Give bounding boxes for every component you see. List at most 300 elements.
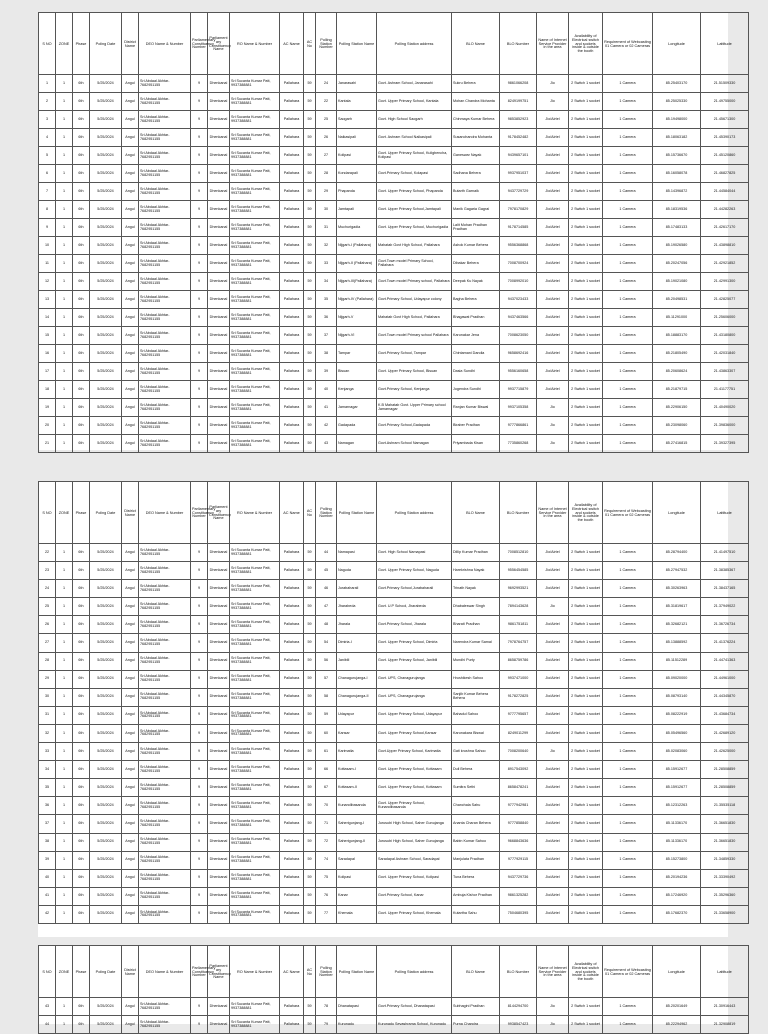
table-cell: Tampar	[337, 345, 377, 363]
column-header: S NO	[39, 482, 56, 544]
table-cell: 1 Camera	[603, 706, 653, 724]
table-cell: 9	[191, 165, 208, 183]
table-cell: 6th	[73, 255, 90, 273]
table-cell: 6th	[73, 345, 90, 363]
table-cell: 1	[56, 815, 73, 833]
table-cell: 85.20247056	[653, 255, 701, 273]
table-cell: Sri Abdaal Akhtar-7682951155	[139, 435, 191, 453]
column-header: AC No	[304, 946, 316, 998]
table-cell: 1	[56, 706, 73, 724]
table-cell: 85.19021080	[653, 273, 701, 291]
table-cell: 5/25/2024	[90, 273, 122, 291]
table-cell: Govt. UPS, Chanagurujanga	[377, 670, 452, 688]
table-cell: 85.15273800	[653, 851, 701, 869]
table-cell: 85.05496560	[653, 724, 701, 742]
table-cell: 1 Camera	[603, 435, 653, 453]
table-cell: 6th	[73, 851, 90, 869]
table-row	[39, 706, 749, 724]
table-cell: Govt. Upper Primary School, Kottasam	[377, 761, 452, 779]
table-cell: Sri Sucanta Kumar Patt, 9937388881	[230, 255, 280, 273]
table-cell: Kantala	[337, 93, 377, 111]
table-cell: 9777929115	[500, 851, 537, 869]
table-cell: 21.44584044	[701, 183, 749, 201]
table-cell: 6th	[73, 905, 90, 923]
table-cell: Sri Abdaal Akhtar-7682951155	[139, 75, 191, 93]
table-cell: 1	[56, 255, 73, 273]
table-cell: 13	[39, 291, 56, 309]
table-cell: 5/25/2024	[90, 399, 122, 417]
table-cell: Janarasahi	[337, 75, 377, 93]
table-cell: 7008512810	[500, 544, 537, 562]
table-cell: Govt. High School Namapasi	[377, 544, 452, 562]
table-cell: 59	[304, 634, 316, 652]
document-page-1	[38, 12, 736, 450]
table-cell: 9	[191, 998, 208, 1016]
table-cell: 2 Switch 1 socket	[569, 851, 603, 869]
table-cell: Govt. Upper Primary School,Kansar	[377, 724, 452, 742]
table-cell: Jio/Airtel	[537, 129, 569, 147]
table-cell: 85.30263963	[653, 580, 701, 598]
table-cell: 85.27416815	[653, 435, 701, 453]
table-cell: Dhenkanal	[208, 688, 230, 706]
table-cell: 2 Switch 1 socket	[569, 797, 603, 815]
table-cell: Dhenkanal	[208, 417, 230, 435]
table-cell: Sri Abdaal Akhtar-7682951155	[139, 147, 191, 165]
table-cell: 9861325282	[500, 887, 537, 905]
table-cell: 1	[56, 291, 73, 309]
table-cell: 6th	[73, 327, 90, 345]
table-cell: Harekrishna Nayak	[452, 562, 500, 580]
table-cell: Pallahara	[280, 833, 304, 851]
table-cell: Nijgarh-III(Pallahara)	[337, 273, 377, 291]
table-cell: 1	[56, 562, 73, 580]
table-cell: 21.45671300	[701, 111, 749, 129]
table-cell: Angul	[122, 797, 139, 815]
table-cell: 5/25/2024	[90, 75, 122, 93]
header-row	[39, 482, 749, 544]
table-cell: 21.51509330	[701, 75, 749, 93]
table-cell: 21.41497510	[701, 544, 749, 562]
table-cell: Sri Abdaal Akhtar-7682951155	[139, 580, 191, 598]
table-cell: 59	[304, 869, 316, 887]
table-cell: Sri Sucanta Kumar Patt, 9937388881	[230, 111, 280, 129]
table-cell: 21.44345870	[701, 688, 749, 706]
table-cell: 2 Switch 1 socket	[569, 1016, 603, 1034]
table-cell: 59	[304, 93, 316, 111]
table-cell: Nijgarh-II (Pallahara)	[337, 255, 377, 273]
table-cell: Angul	[122, 381, 139, 399]
table-cell: 21.39327395	[701, 435, 749, 453]
table-cell: 1	[56, 381, 73, 399]
table-cell: Pallahara	[280, 706, 304, 724]
column-header: Polling Station Name	[337, 13, 377, 75]
table-cell: 33	[316, 255, 337, 273]
table-cell: 59	[304, 399, 316, 417]
table-cell: Dhenkanal	[208, 93, 230, 111]
table-row	[39, 616, 749, 634]
table-cell: Sri Abdaal Akhtar-7682951155	[139, 616, 191, 634]
table-cell: Jio/Airtel	[537, 833, 569, 851]
table-cell: Dhenkanal	[208, 706, 230, 724]
table-cell: 21.33390492	[701, 869, 749, 887]
table-cell: 46	[316, 580, 337, 598]
table-cell: 5/25/2024	[90, 147, 122, 165]
table-cell: Govt.Primary School, Kolapasi	[377, 165, 452, 183]
table-row	[39, 905, 749, 923]
table-cell: Govt.Primary School, Dhanatapasi	[377, 998, 452, 1016]
table-cell: Pallahara	[280, 905, 304, 923]
table-cell: Jio/Airtel	[537, 363, 569, 381]
table-cell: 21.45390173	[701, 129, 749, 147]
table-cell: 59	[304, 724, 316, 742]
table-cell: Govt.Primary School,Jurabaharali	[377, 580, 452, 598]
table-cell: 6th	[73, 165, 90, 183]
table-cell: Dhenkanal	[208, 761, 230, 779]
column-header: ZONE	[56, 13, 73, 75]
table-cell: 59	[304, 598, 316, 616]
table-cell: Govt. Upper Primary School, Kottasam	[377, 779, 452, 797]
table-cell: 1	[56, 688, 73, 706]
column-header: District Name	[122, 482, 139, 544]
table-cell: 6th	[73, 797, 90, 815]
table-cell: 85.12312263	[653, 797, 701, 815]
table-cell: 59	[304, 815, 316, 833]
table-cell: Sri Sucanta Kumar Patt, 9937388881	[230, 670, 280, 688]
table-cell: Jio/Airtel	[537, 309, 569, 327]
table-cell: Subhagini Pradhan	[452, 998, 500, 1016]
table-cell: 9	[191, 562, 208, 580]
table-cell: 6th	[73, 201, 90, 219]
table-cell: 21.44961000	[701, 670, 749, 688]
column-header: Poling Date	[90, 482, 122, 544]
table-cell: 17	[39, 363, 56, 381]
table-cell: Dhenkanal	[208, 998, 230, 1016]
table-cell: 1 Camera	[603, 147, 653, 165]
table-cell: 6th	[73, 869, 90, 887]
table-cell: 5/25/2024	[90, 201, 122, 219]
table-cell: 59	[304, 327, 316, 345]
table-cell: Ambuja Kishor Pradhan	[452, 887, 500, 905]
table-cell: 59	[304, 183, 316, 201]
table-cell: 1	[56, 435, 73, 453]
table-cell: Jio/Airtel	[537, 905, 569, 923]
table-cell: Angul	[122, 165, 139, 183]
table-cell: Jamarnagar	[337, 399, 377, 417]
table-cell: Pallahara	[280, 273, 304, 291]
table-cell: 9	[191, 616, 208, 634]
table-cell: Jio/Airtel	[537, 562, 569, 580]
table-cell: Sri Sucanta Kumar Patt, 9937388881	[230, 309, 280, 327]
table-row	[39, 670, 749, 688]
table-cell: 9	[191, 869, 208, 887]
table-cell: Dhenkanal	[208, 580, 230, 598]
table-cell: Govt. Upper Primary School, Naguda	[377, 562, 452, 580]
table-cell: Biraber Pradhan	[452, 417, 500, 435]
table-cell: 9	[191, 237, 208, 255]
table-cell: Jio/Airtel	[537, 219, 569, 237]
table-cell: 35	[316, 291, 337, 309]
table-cell: Chanagurujanga-II	[337, 688, 377, 706]
table-row	[39, 165, 749, 183]
table-cell: 1 Camera	[603, 670, 653, 688]
table-cell: 1	[56, 129, 73, 147]
table-cell: 28	[39, 652, 56, 670]
table-cell: 59	[304, 291, 316, 309]
table-cell: Dimiria-I	[337, 634, 377, 652]
table-cell: 21.41376224	[701, 634, 749, 652]
table-cell: 59	[304, 165, 316, 183]
table-cell: 6th	[73, 706, 90, 724]
table-cell: 1 Camera	[603, 111, 653, 129]
table-cell: Dhenkanal	[208, 273, 230, 291]
table-cell: 5/25/2024	[90, 1016, 122, 1034]
table-cell: Govt. Upper Primary School, Janibili	[377, 652, 452, 670]
table-cell: Jio/Airtel	[537, 580, 569, 598]
table-cell: Karunakar Jena	[452, 327, 500, 345]
table-cell: 5/25/2024	[90, 580, 122, 598]
table-cell: 59	[304, 706, 316, 724]
table-cell: 8917543092	[500, 761, 537, 779]
header-row	[39, 946, 749, 998]
table-cell: 2 Switch 1 socket	[569, 562, 603, 580]
table-cell: 2 Switch 1 socket	[569, 670, 603, 688]
table-cell: 1 Camera	[603, 634, 653, 652]
column-header: Polling Station Number	[316, 946, 337, 998]
table-cell: Sri Sucanta Kumar Patt, 9937388881	[230, 219, 280, 237]
table-cell: 9	[39, 219, 56, 237]
table-cell: 9178452482	[500, 129, 537, 147]
table-body	[39, 75, 749, 453]
column-header: Polling Station address	[377, 13, 452, 75]
table-cell: Pallahara	[280, 129, 304, 147]
table-cell: Sri Sucanta Kumar Patt, 9937388881	[230, 797, 280, 815]
table-cell: 6th	[73, 761, 90, 779]
table-cell: 72	[316, 833, 337, 851]
document-page-3	[38, 945, 736, 1028]
table-cell: Sri Abdaal Akhtar-7682951155	[139, 998, 191, 1016]
table-cell: 5/25/2024	[90, 652, 122, 670]
table-cell: 9	[191, 1016, 208, 1034]
table-cell: Pallahara	[280, 598, 304, 616]
table-cell: 5/25/2024	[90, 688, 122, 706]
table-cell: 85.13888592	[653, 634, 701, 652]
table-cell: 9	[191, 779, 208, 797]
table-cell: 58	[316, 688, 337, 706]
table-cell: Sri Sucanta Kumar Patt, 9937388881	[230, 237, 280, 255]
table-cell: 1	[56, 345, 73, 363]
table-cell: 1 Camera	[603, 129, 653, 147]
table-cell: 5/25/2024	[90, 381, 122, 399]
table-row	[39, 327, 749, 345]
table-cell: 1 Camera	[603, 1016, 653, 1034]
table-cell: 28	[316, 165, 337, 183]
table-cell: Dhenkanal	[208, 345, 230, 363]
table-cell: Pallahara	[280, 580, 304, 598]
table-cell: Angul	[122, 688, 139, 706]
table-cell: 6th	[73, 779, 90, 797]
table-cell: 1 Camera	[603, 544, 653, 562]
table-cell: 6th	[73, 363, 90, 381]
table-cell: 2 Switch 1 socket	[569, 237, 603, 255]
table-cell: 59	[304, 851, 316, 869]
table-cell: Dhenkanal	[208, 111, 230, 129]
table-cell: Jio/Airtel	[537, 706, 569, 724]
table-cell: 85.15736670	[653, 147, 701, 165]
table-cell: Dhenkanal	[208, 724, 230, 742]
table-cell: 5/25/2024	[90, 616, 122, 634]
table-cell: 6th	[73, 634, 90, 652]
table-cell: 21.44741363	[701, 652, 749, 670]
column-header: Phase	[73, 946, 90, 998]
table-row	[39, 93, 749, 111]
table-row	[39, 237, 749, 255]
table-cell: Angul	[122, 869, 139, 887]
table-cell: Sri Abdaal Akhtar-7682951155	[139, 634, 191, 652]
table-cell: 1	[56, 544, 73, 562]
column-header: Polling Station address	[377, 482, 452, 544]
table-cell: 1 Camera	[603, 562, 653, 580]
table-cell: Saherigunjang-I	[337, 815, 377, 833]
table-cell: Nijgarh-V	[337, 309, 377, 327]
table-cell: Govt.Primary School, Kenjanga	[377, 381, 452, 399]
table-cell: 1 Camera	[603, 417, 653, 435]
table-cell: 1	[56, 273, 73, 291]
table-cell: 6th	[73, 417, 90, 435]
table-cell: 21.43684734	[701, 706, 749, 724]
table-cell: Ganeswar Nayak	[452, 147, 500, 165]
table-cell: Sri Sucanta Kumar Patt, 9937388881	[230, 815, 280, 833]
column-header: Availability of Electrical switch and sockets inside & outside the booth	[569, 482, 603, 544]
table-cell: 2 Switch 1 socket	[569, 815, 603, 833]
table-cell: 6th	[73, 129, 90, 147]
table-cell: 34	[39, 761, 56, 779]
table-cell: 60	[316, 724, 337, 742]
table-row	[39, 111, 749, 129]
table-cell: Sri Abdaal Akhtar-7682951155	[139, 255, 191, 273]
column-header: Parliamentary Constituency Number	[191, 13, 208, 75]
table-cell: Govt. U.P School, Jharabeda	[377, 598, 452, 616]
table-cell: Naguda	[337, 562, 377, 580]
document-page-2	[38, 481, 736, 937]
table-cell: 59	[304, 237, 316, 255]
table-row	[39, 75, 749, 93]
table-cell: Dhabaleswar Singh	[452, 598, 500, 616]
table-row	[39, 363, 749, 381]
table-cell: Sri Abdaal Akhtar-7682951155	[139, 183, 191, 201]
table-cell: Phapanda	[337, 183, 377, 201]
table-cell: 9	[191, 905, 208, 923]
table-cell: 1 Camera	[603, 724, 653, 742]
table-cell: 8658478241	[500, 779, 537, 797]
table-cell: Dhenkanal	[208, 869, 230, 887]
table-cell: 59	[304, 111, 316, 129]
table-cell: 85.19498000	[653, 111, 701, 129]
table-cell: Saogarh	[337, 111, 377, 129]
table-cell: Narendra Kumar Samal	[452, 634, 500, 652]
table-body	[39, 544, 749, 924]
table-cell: Jogendra Sundhi	[452, 381, 500, 399]
table-cell: 9777795657	[500, 706, 537, 724]
table-cell: 9658692416	[500, 345, 537, 363]
table-cell: Govt.Primary School, Tampar	[377, 345, 452, 363]
table-cell: 1	[56, 417, 73, 435]
table-cell: 14	[39, 309, 56, 327]
table-cell: 22	[316, 93, 337, 111]
table-cell: 21.33658900	[701, 905, 749, 923]
table-cell: Sanjib Kumar Behera Behera	[452, 688, 500, 706]
column-header: Name of Internet Service Provider in the area	[537, 482, 569, 544]
table-row	[39, 399, 749, 417]
table-row	[39, 345, 749, 363]
table-cell: Jio/Airtel	[537, 851, 569, 869]
table-cell: 1	[56, 670, 73, 688]
table-cell: Dhenkanal	[208, 616, 230, 634]
table-cell: 85.18883170	[653, 327, 701, 345]
column-header: S NO	[39, 946, 56, 998]
table-cell: 9	[191, 634, 208, 652]
column-header: Availability of Electrical switch and sockets inside & outside the booth	[569, 13, 603, 75]
table-cell: 42	[316, 417, 337, 435]
column-header: Polling Station address	[377, 946, 452, 998]
table-cell: 38	[316, 345, 337, 363]
table-cell: 2 Switch 1 socket	[569, 887, 603, 905]
table-cell: Jio/Airtel	[537, 616, 569, 634]
table-cell: Sri Abdaal Akhtar-7682951155	[139, 381, 191, 399]
table-cell: 2 Switch 1 socket	[569, 273, 603, 291]
table-cell: 61	[316, 743, 337, 761]
table-cell: 5/25/2024	[90, 291, 122, 309]
table-cell: Jio/Airtel	[537, 273, 569, 291]
table-cell: 16	[39, 345, 56, 363]
table-cell: Angul	[122, 435, 139, 453]
table-cell: 9	[191, 544, 208, 562]
table-cell: 21.44282263	[701, 201, 749, 219]
table-cell: Kondarapali	[337, 165, 377, 183]
table-cell: Jio/Airtel	[537, 797, 569, 815]
table-cell: 9	[191, 345, 208, 363]
table-cell: 9	[191, 381, 208, 399]
table-cell: 6th	[73, 544, 90, 562]
table-cell: Angul	[122, 273, 139, 291]
table-cell: Jio/Airtel	[537, 688, 569, 706]
column-header: RO Name & Number	[230, 946, 280, 998]
table-cell: Dhenkanal	[208, 797, 230, 815]
table-cell: Janibili	[337, 652, 377, 670]
table-cell: Sri Abdaal Akhtar-7682951155	[139, 363, 191, 381]
table-cell: 2 Switch 1 socket	[569, 833, 603, 851]
table-cell: 76	[316, 887, 337, 905]
table-cell: 85.17682370	[653, 905, 701, 923]
table-cell: 6th	[73, 147, 90, 165]
table-row	[39, 309, 749, 327]
column-header: Phase	[73, 482, 90, 544]
table-cell: Angul	[122, 255, 139, 273]
table-cell: Sri Sucanta Kumar Patt, 9937388881	[230, 905, 280, 923]
table-cell: Sri Sucanta Kumar Patt, 9937388881	[230, 706, 280, 724]
table-cell: 5/25/2024	[90, 743, 122, 761]
table-cell: Sri Sucanta Kumar Patt, 9937388881	[230, 779, 280, 797]
table-cell: 44	[316, 544, 337, 562]
table-cell: 1 Camera	[603, 75, 653, 93]
table-cell: Jio/Airtel	[537, 345, 569, 363]
table-row	[39, 1016, 749, 1034]
table-cell: 39	[316, 363, 337, 381]
table-cell: Govt. Upper Primary School, Kantala	[377, 93, 452, 111]
table-cell: Dhenkanal	[208, 598, 230, 616]
table-cell: 7504680395	[500, 905, 537, 923]
table-cell: Sri Abdaal Akhtar-7682951155	[139, 237, 191, 255]
table-cell: Dhenkanal	[208, 815, 230, 833]
